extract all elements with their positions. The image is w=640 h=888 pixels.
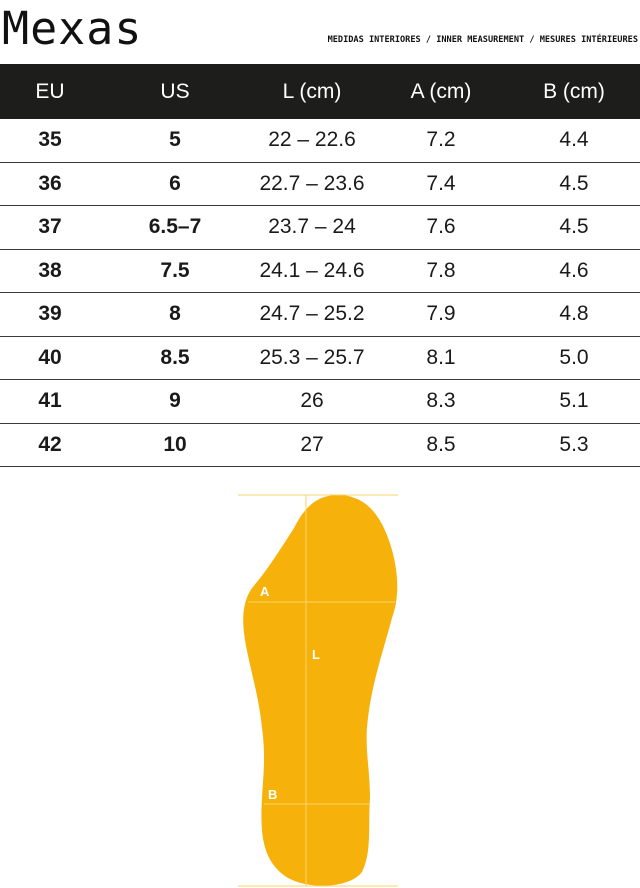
cell-l: 24.7 – 25.2 — [250, 293, 374, 337]
cell-l: 26 — [250, 380, 374, 424]
cell-eu: 42 — [0, 423, 100, 467]
cell-a: 8.5 — [374, 423, 508, 467]
cell-l: 22.7 – 23.6 — [250, 162, 374, 206]
cell-a: 7.2 — [374, 119, 508, 162]
cell-us: 8 — [100, 293, 250, 337]
cell-eu: 40 — [0, 336, 100, 380]
cell-us: 6 — [100, 162, 250, 206]
brand-logo: Mexas — [2, 2, 143, 55]
table-header-row — [0, 64, 640, 119]
table-row — [0, 336, 640, 380]
cell-l: 24.1 – 24.6 — [250, 249, 374, 293]
cell-us: 10 — [100, 423, 250, 467]
cell-eu: 39 — [0, 293, 100, 337]
cell-eu: 41 — [0, 380, 100, 424]
cell-eu: 35 — [0, 119, 100, 162]
cell-us: 8.5 — [100, 336, 250, 380]
label-b: B — [268, 787, 278, 802]
cell-us: 7.5 — [100, 249, 250, 293]
table-row — [0, 119, 640, 162]
cell-l: 25.3 – 25.7 — [250, 336, 374, 380]
column-header-a: A (cm) — [374, 64, 508, 119]
label-a: A — [260, 584, 270, 599]
cell-eu: 36 — [0, 162, 100, 206]
cell-b: 5.0 — [508, 336, 640, 380]
cell-a: 8.1 — [374, 336, 508, 380]
cell-us: 5 — [100, 119, 250, 162]
table-row — [0, 380, 640, 424]
cell-b: 4.4 — [508, 119, 640, 162]
column-header-us: US — [100, 64, 250, 119]
cell-a: 7.9 — [374, 293, 508, 337]
cell-a: 7.6 — [374, 206, 508, 250]
cell-eu: 37 — [0, 206, 100, 250]
table-row — [0, 206, 640, 250]
cell-l: 23.7 – 24 — [250, 206, 374, 250]
column-header-l: L (cm) — [250, 64, 374, 119]
cell-a: 7.8 — [374, 249, 508, 293]
label-l: L — [312, 647, 320, 662]
insole-diagram — [232, 488, 408, 888]
table-row — [0, 293, 640, 337]
cell-b: 4.5 — [508, 162, 640, 206]
cell-eu: 38 — [0, 249, 100, 293]
cell-b: 4.5 — [508, 206, 640, 250]
column-header-b: B (cm) — [508, 64, 640, 119]
cell-b: 4.6 — [508, 249, 640, 293]
cell-l: 27 — [250, 423, 374, 467]
table-row — [0, 162, 640, 206]
cell-a: 8.3 — [374, 380, 508, 424]
cell-b: 4.8 — [508, 293, 640, 337]
cell-us: 9 — [100, 380, 250, 424]
table-row — [0, 249, 640, 293]
cell-l: 22 – 22.6 — [250, 119, 374, 162]
size-table — [0, 64, 640, 467]
cell-b: 5.3 — [508, 423, 640, 467]
table-row — [0, 423, 640, 467]
cell-b: 5.1 — [508, 380, 640, 424]
insole-shape — [243, 495, 397, 886]
cell-a: 7.4 — [374, 162, 508, 206]
measurement-subtitle: MEDIDAS INTERIORES / INNER MEASUREMENT / MESURES INTÉRIEURES — [327, 35, 638, 45]
column-header-eu: EU — [0, 64, 100, 119]
cell-us: 6.5–7 — [100, 206, 250, 250]
